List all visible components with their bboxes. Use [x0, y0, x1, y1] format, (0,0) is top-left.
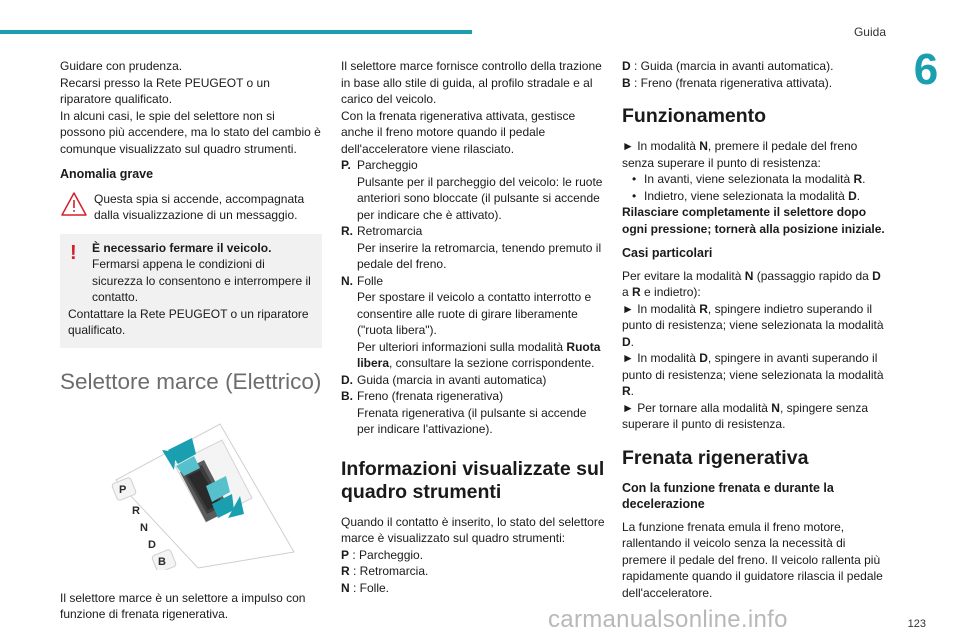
column-1: [60, 58, 322, 623]
section-title: Selettore marce (Elettrico): [60, 368, 322, 394]
figure-caption: Il selettore marce è un selettore a impulso con funzione di frenata rigenerativa.: [60, 590, 306, 621]
def-key: D.: [341, 372, 353, 387]
info-item: R : Retromarcia.: [341, 564, 429, 578]
def-more: Per ulteriori informazioni sulla modalità: [357, 339, 567, 354]
def-more-end: , consultare la sezione corrispondente.: [389, 356, 595, 370]
warning-triangle-icon: [60, 191, 88, 217]
intro-text-2: Con la frenata rigenerativa attivata, gestisce anche il freno motore quando il pedale dell'acceleratore viene rilasciato.: [341, 108, 576, 156]
exclamation-icon: !: [70, 241, 77, 264]
info-item: B : Freno (frenata rigenerativa attivata).: [622, 75, 833, 90]
anomaly-title: Anomalia grave: [60, 167, 154, 181]
anomaly-text: Questa spia si accende, accompagnata dalla visualizzazione di un messaggio.: [94, 191, 305, 222]
definition-n: [341, 273, 605, 372]
def-key: R.: [341, 224, 353, 238]
gear-letter-d: D: [148, 538, 156, 551]
gear-letter-b: B: [158, 555, 166, 568]
gear-letter-p: P: [119, 483, 127, 496]
intro-line: Recarsi presso la Rete PEUGEOT o un riparatore qualificato.: [60, 75, 270, 106]
alert-text: Fermarsi appena le condizioni di sicurezza lo consentono e interrompere il contatto.: [92, 257, 311, 304]
func-bold-note: Rilasciare completamente il selettore dopo ogni pressione; tornerà alla posizione iniziale.: [622, 205, 885, 236]
func-bullet: • Indietro, viene selezionata la modalità D.: [632, 188, 861, 203]
def-key: N.: [341, 273, 353, 288]
heading-casi: Casi particolari: [622, 246, 713, 260]
gear-letter-n: N: [140, 521, 148, 534]
def-more-bold: Ruota libera: [357, 339, 601, 370]
cases-paragraph: Per evitare la modalità N (passaggio rapido da D a R e indietro):: [622, 268, 881, 299]
def-desc: Frenata rigenerativa (il pulsante si accende per indicare l'attivazione).: [357, 405, 587, 436]
info-item: D : Guida (marcia in avanti automatica).: [622, 59, 834, 73]
func-bullet: • In avanti, viene selezionata la modalità R.: [632, 172, 866, 186]
gear-selector-illustration: [102, 410, 302, 570]
info-item: N : Folle.: [341, 580, 390, 595]
cases-paragraph: ► Per tornare alla modalità N, spingere senza superare il punto di resistenza.: [622, 400, 869, 431]
chapter-number: 6: [913, 45, 939, 94]
definition-b: [341, 388, 605, 438]
def-desc: Pulsante per il parcheggio del veicolo: le ruote anteriori sono bloccate (il pulsante si accende per indicare che è attivato).: [357, 174, 603, 222]
warning-note: [60, 191, 322, 224]
heading-info: Informazioni visualizzate sul quadro strumenti: [341, 457, 605, 503]
gear-letter-r: R: [132, 504, 140, 517]
func-paragraph: ► In modalità N, premere il pedale del freno senza superare il punto di resistenza:: [622, 139, 858, 170]
intro-line: In alcuni casi, le spie del selettore non si possono più accendere, ma lo stato del cambio è comunque visualizzato sul quadro strumenti.: [60, 108, 321, 156]
intro-text: Il selettore marce fornisce controllo della trazione in base allo stile di guida, al profilo stradale e al carico del veicolo.: [341, 59, 602, 106]
cases-paragraph: ► In modalità R, spingere indietro superando il punto di resistenza; viene selezionata la modalità D.: [622, 301, 884, 349]
def-desc: Per spostare il veicolo a contatto interrotto e consentire alle ruote di girare liberamente ("ruota libera").: [357, 290, 592, 337]
heading-frenata: Frenata rigenerativa: [622, 446, 809, 469]
cases-paragraph: ► In modalità D, spingere in avanti superando il punto di resistenza; viene selezionata la modalità R.: [622, 351, 884, 398]
column-2: [341, 58, 605, 596]
alert-text-2: Contattare la Rete PEUGEOT o un riparatore qualificato.: [68, 306, 309, 337]
alert-box: [60, 234, 322, 348]
column-3: [622, 58, 886, 601]
def-title: Freno (frenata rigenerativa): [357, 389, 504, 403]
def-key: P.: [341, 158, 351, 172]
intro-line: Guidare con prudenza.: [60, 59, 183, 73]
info-text: Quando il contatto è inserito, lo stato del selettore marce è visualizzato sul quadro strumenti:: [341, 514, 605, 545]
heading-funzionamento: Funzionamento: [622, 105, 767, 127]
definition-p: [341, 157, 605, 223]
page-number: 123: [907, 618, 926, 630]
watermark: carmanualsonline.info: [548, 606, 788, 633]
alert-bold: È necessario fermare il veicolo.: [92, 240, 272, 255]
header-accent-bar: [0, 30, 472, 34]
regen-subheading: Con la funzione frenata e durante la decelerazione: [622, 480, 834, 511]
info-item: P : Parcheggio.: [341, 547, 424, 562]
definition-d: [341, 372, 605, 389]
def-key: B.: [341, 389, 353, 403]
def-title: Parcheggio: [357, 158, 418, 172]
def-title: Retromarcia: [357, 224, 423, 238]
definition-r: [341, 223, 605, 273]
def-desc: Per inserire la retromarcia, tenendo premuto il pedale del freno.: [357, 240, 602, 271]
def-title: Folle: [357, 273, 384, 288]
regen-text: La funzione frenata emula il freno motore, rallentando il veicolo senza la necessità di premere il pedale del freno. Il veicolo rallenta più rapidamente quando il guidatore rilascia il pedale dell'acceleratore.: [622, 519, 883, 600]
def-title: Guida (marcia in avanti automatica): [357, 372, 547, 387]
section-label: Guida: [853, 25, 886, 39]
